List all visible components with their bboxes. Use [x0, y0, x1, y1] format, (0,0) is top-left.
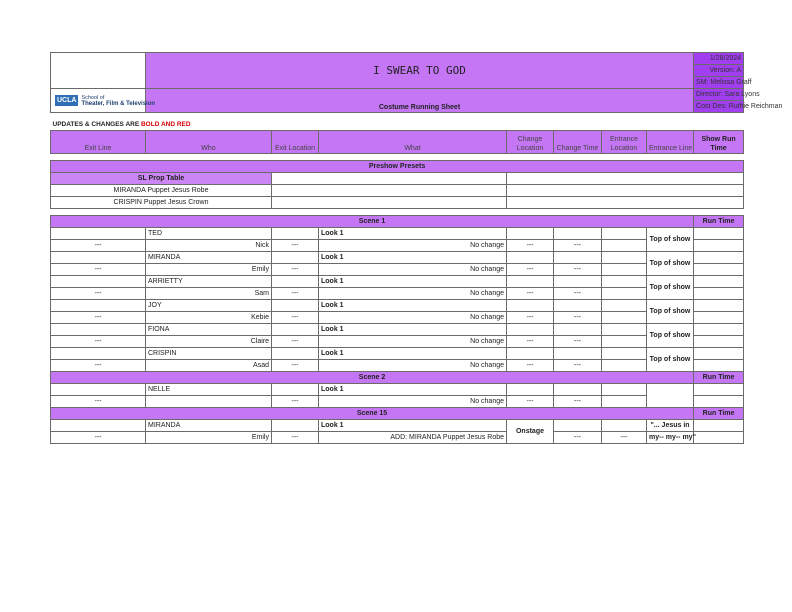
entrance-line: Top of show	[647, 276, 694, 300]
exit-location-dash: ---	[272, 240, 319, 252]
change-time-dash: ---	[554, 264, 602, 276]
table-row	[51, 384, 744, 396]
exit-line-cell	[51, 300, 146, 312]
col-show-run-time: Show Run Time	[694, 131, 744, 154]
exit-location-cell	[272, 252, 319, 264]
table-row	[51, 360, 744, 372]
run-time-cell	[694, 420, 744, 432]
exit-line-cell	[51, 228, 146, 240]
actor-name: Asad	[146, 360, 272, 372]
exit-location-cell	[272, 348, 319, 360]
col-change-time: Change Time	[554, 131, 602, 154]
sheet-subtitle: Costume Running Sheet	[146, 89, 694, 113]
change-location-dash: ---	[507, 360, 554, 372]
exit-location-dash: ---	[272, 360, 319, 372]
header-version: Version: A	[694, 65, 744, 77]
entrance-location-cell	[602, 324, 647, 336]
change-location-cell	[507, 276, 554, 288]
costume-change: No change	[319, 396, 507, 408]
table-row	[51, 264, 744, 276]
col-who: Who	[146, 131, 272, 154]
change-time-cell	[554, 228, 602, 240]
costume-change: ADD: MIRANDA Puppet Jesus Robe	[319, 432, 507, 444]
run-time-cell	[694, 228, 744, 240]
run-time-cell	[694, 276, 744, 288]
entrance-location-cell	[602, 384, 647, 396]
header-date: 1/28/2024	[694, 53, 744, 65]
change-time-dash: ---	[554, 312, 602, 324]
entrance-line: Top of show	[647, 228, 694, 252]
run-time-cell	[694, 324, 744, 336]
exit-line-dash: ---	[51, 312, 146, 324]
preset-item: CRISPIN Puppet Jesus Crown	[51, 197, 272, 209]
change-location-cell	[507, 324, 554, 336]
actor-name	[146, 396, 272, 408]
change-location: Onstage	[507, 420, 554, 444]
actor-name: Emily	[146, 432, 272, 444]
entrance-location-cell	[602, 348, 647, 360]
entrance-line: Top of show	[647, 252, 694, 276]
costume-change: No change	[319, 240, 507, 252]
look-label: Look 1	[319, 324, 507, 336]
entrance-location-dash: ---	[602, 432, 647, 444]
look-label: Look 1	[319, 348, 507, 360]
character-name: JOY	[146, 300, 272, 312]
change-time-cell	[554, 276, 602, 288]
change-location-dash: ---	[507, 240, 554, 252]
exit-location-dash: ---	[272, 336, 319, 348]
exit-line-dash: ---	[51, 264, 146, 276]
change-time-cell	[554, 252, 602, 264]
run-time-cell	[694, 384, 744, 396]
run-time-cell	[694, 360, 744, 372]
table-row	[51, 396, 744, 408]
exit-line-dash: ---	[51, 288, 146, 300]
table-row	[51, 336, 744, 348]
character-name: NELLE	[146, 384, 272, 396]
exit-line-cell	[51, 420, 146, 432]
run-time-cell	[694, 312, 744, 324]
col-entrance-location: Entrance Location	[602, 131, 647, 154]
change-location-cell	[507, 384, 554, 396]
entrance-location-cell	[602, 420, 647, 432]
table-row	[51, 348, 744, 360]
col-change-location: Change Location	[507, 131, 554, 154]
run-time-cell	[694, 264, 744, 276]
entrance-location-cell	[602, 300, 647, 312]
actor-name: Emily	[146, 264, 272, 276]
exit-line-dash: ---	[51, 336, 146, 348]
exit-location-cell	[272, 276, 319, 288]
table-row	[51, 324, 744, 336]
exit-location-dash: ---	[272, 396, 319, 408]
column-header-row	[51, 131, 744, 154]
scene-runtime-label: Run Time	[694, 372, 744, 384]
look-label: Look 1	[319, 384, 507, 396]
logo-text: School of Theater, Film & Television	[81, 94, 156, 107]
entrance-line: Top of show	[647, 300, 694, 324]
character-name: FIONA	[146, 324, 272, 336]
exit-location-cell	[272, 324, 319, 336]
run-time-cell	[694, 336, 744, 348]
exit-line-dash: ---	[51, 360, 146, 372]
actor-name: Claire	[146, 336, 272, 348]
preset-item: MIRANDA Puppet Jesus Robe	[51, 185, 272, 197]
run-time-cell	[694, 300, 744, 312]
run-time-cell	[694, 348, 744, 360]
exit-location-cell	[272, 300, 319, 312]
character-name: MIRANDA	[146, 420, 272, 432]
preshow-title: Preshow Presets	[51, 161, 744, 173]
look-label: Look 1	[319, 300, 507, 312]
entrance-line: Top of show	[647, 324, 694, 348]
change-time-dash: ---	[554, 336, 602, 348]
entrance-location-cell	[602, 396, 647, 408]
look-label: Look 1	[319, 420, 507, 432]
costume-change: No change	[319, 264, 507, 276]
exit-location-dash: ---	[272, 312, 319, 324]
scene-title: Scene 2	[51, 372, 694, 384]
prop-table-title: SL Prop Table	[51, 173, 272, 185]
exit-line-cell	[51, 324, 146, 336]
table-row	[51, 288, 744, 300]
change-location-cell	[507, 228, 554, 240]
header-director: Director: Sara Lyons	[694, 89, 744, 101]
entrance-line: "... Jesus in	[647, 420, 694, 432]
entrance-location-cell	[602, 312, 647, 324]
costume-change: No change	[319, 360, 507, 372]
change-location-cell	[507, 252, 554, 264]
exit-line-cell	[51, 384, 146, 396]
change-time-dash: ---	[554, 396, 602, 408]
character-name: ARRIETTY	[146, 276, 272, 288]
scene-title: Scene 15	[51, 408, 694, 420]
change-location-dash: ---	[507, 336, 554, 348]
character-name: CRISPIN	[146, 348, 272, 360]
entrance-location-cell	[602, 252, 647, 264]
look-label: Look 1	[319, 252, 507, 264]
change-location-dash: ---	[507, 288, 554, 300]
change-location-cell	[507, 300, 554, 312]
entrance-location-cell	[602, 240, 647, 252]
entrance-line	[647, 384, 694, 408]
actor-name: Kebie	[146, 312, 272, 324]
entrance-location-cell	[602, 228, 647, 240]
exit-line-dash: ---	[51, 240, 146, 252]
change-time-cell	[554, 420, 602, 432]
exit-line-cell	[51, 252, 146, 264]
change-time-dash: ---	[554, 240, 602, 252]
table-row	[51, 276, 744, 288]
running-sheet	[50, 52, 783, 444]
change-time-cell	[554, 300, 602, 312]
run-time-cell	[694, 252, 744, 264]
costume-change: No change	[319, 288, 507, 300]
entrance-location-cell	[602, 264, 647, 276]
entrance-line: Top of show	[647, 348, 694, 372]
change-time-dash: ---	[554, 360, 602, 372]
scene-title: Scene 1	[51, 216, 694, 228]
scene-runtime-label: Run Time	[694, 216, 744, 228]
exit-location-dash: ---	[272, 264, 319, 276]
change-location-dash: ---	[507, 312, 554, 324]
change-time-cell	[554, 324, 602, 336]
change-time-dash: ---	[554, 432, 602, 444]
logo-cell	[51, 89, 156, 113]
character-name: TED	[146, 228, 272, 240]
col-entrance-line: Entrance Line	[647, 131, 694, 154]
exit-location-cell	[272, 228, 319, 240]
change-time-dash: ---	[554, 288, 602, 300]
entrance-line-cont: my-- my-- my"	[647, 432, 694, 444]
exit-location-cell	[272, 384, 319, 396]
costume-change: No change	[319, 312, 507, 324]
entrance-location-cell	[602, 336, 647, 348]
change-location-cell	[507, 348, 554, 360]
run-time-cell	[694, 240, 744, 252]
run-time-cell	[694, 396, 744, 408]
run-time-cell	[694, 432, 744, 444]
exit-location-dash: ---	[272, 288, 319, 300]
exit-line-cell	[51, 348, 146, 360]
show-title: I SWEAR TO GOD	[146, 53, 694, 89]
col-exit-location: Exit Location	[272, 131, 319, 154]
actor-name: Nick	[146, 240, 272, 252]
col-what: What	[319, 131, 507, 154]
table-row	[51, 252, 744, 264]
costume-change: No change	[319, 336, 507, 348]
table-row	[51, 432, 744, 444]
exit-location-dash: ---	[272, 432, 319, 444]
table-row	[51, 240, 744, 252]
table-row	[51, 300, 744, 312]
table-row	[51, 312, 744, 324]
table-row	[51, 420, 744, 432]
entrance-location-cell	[602, 288, 647, 300]
change-location-dash: ---	[507, 396, 554, 408]
col-exit-line: Exit Line	[51, 131, 146, 154]
scene-runtime-label: Run Time	[694, 408, 744, 420]
exit-line-dash: ---	[51, 432, 146, 444]
look-label: Look 1	[319, 228, 507, 240]
updates-note: UPDATES & CHANGES ARE BOLD AND RED	[52, 121, 191, 128]
ucla-logo: UCLA	[57, 97, 77, 104]
header-sm: SM: Melissa Graff	[694, 77, 744, 89]
change-time-cell	[554, 384, 602, 396]
actor-name: Sam	[146, 288, 272, 300]
table-row	[51, 228, 744, 240]
exit-location-cell	[272, 420, 319, 432]
exit-line-dash: ---	[51, 396, 146, 408]
entrance-location-cell	[602, 276, 647, 288]
exit-line-cell	[51, 276, 146, 288]
change-time-cell	[554, 348, 602, 360]
sheet-table	[50, 52, 783, 444]
entrance-location-cell	[602, 360, 647, 372]
change-location-dash: ---	[507, 264, 554, 276]
run-time-cell	[694, 288, 744, 300]
character-name: MIRANDA	[146, 252, 272, 264]
header-costume-designer: Cost Des: Ruthie Reichman	[694, 101, 744, 113]
look-label: Look 1	[319, 276, 507, 288]
